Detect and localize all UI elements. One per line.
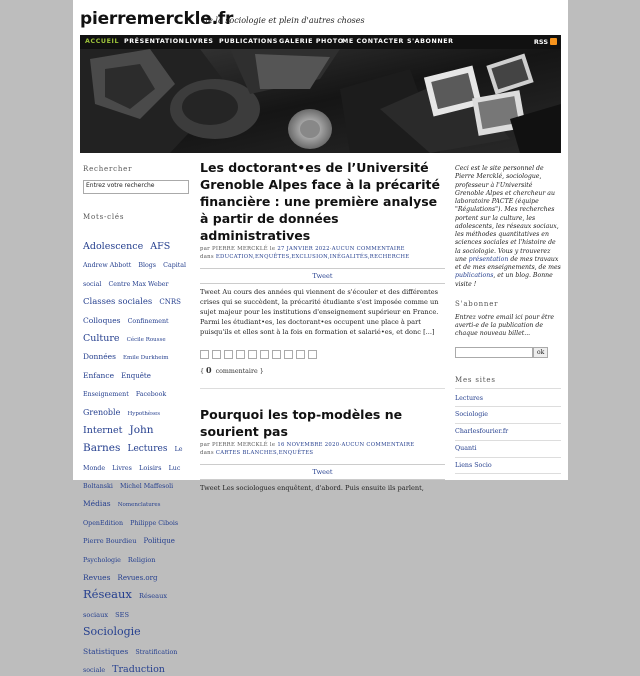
- tag-link[interactable]: Enfance: [83, 370, 115, 380]
- tag-link[interactable]: Religion: [127, 555, 156, 564]
- post-title[interactable]: Pourquoi les top-modèles ne sourient pas: [200, 406, 403, 439]
- tag-link[interactable]: Le Monde: [83, 446, 183, 472]
- tag-link[interactable]: Classes sociales: [83, 297, 153, 308]
- nav-item-galerie-photo[interactable]: GALERIE PHOTO: [279, 38, 344, 45]
- facebook-icon[interactable]: [248, 350, 257, 359]
- post-author[interactable]: PIERRE MERCKLÉ: [211, 246, 268, 253]
- tag-link[interactable]: Lectures: [127, 444, 168, 455]
- tag-link[interactable]: Hypothèses: [127, 410, 161, 417]
- post-excerpt: Tweet Les sociologues enquêtent, d'abord. Puis ensuite ils parlent,: [200, 484, 424, 493]
- tag-link[interactable]: Psychologie: [83, 556, 121, 564]
- comment-number: 0: [206, 364, 212, 375]
- tag-link[interactable]: Grenoble: [83, 407, 121, 417]
- post-title[interactable]: Les doctorant•es de l’Université Grenoble Alpes face à la précarité financière : une première analyse à partir de données administratives: [200, 160, 440, 243]
- email-icon[interactable]: [212, 350, 221, 359]
- post: [200, 160, 445, 389]
- tag-link[interactable]: SES: [115, 610, 130, 619]
- about-part-2: de mes travaux et de mes enseignements, de mes: [455, 255, 561, 271]
- right-sidebar: [455, 165, 561, 477]
- tweet-button[interactable]: Tweet: [200, 268, 445, 284]
- delicious-icon[interactable]: [284, 350, 293, 359]
- post-categories[interactable]: EDUCATION,ENQUÊTES,EXCLUSION,INÉGALITÉS,RECHERCHE: [215, 253, 410, 260]
- tag-link[interactable]: Traduction: [112, 663, 165, 675]
- left-sidebar: [83, 165, 188, 676]
- meta-prefix: par: [200, 442, 210, 449]
- about-part-3: , et un blog. Bonne visite !: [455, 272, 553, 288]
- post-separator: [200, 388, 445, 389]
- tag-link[interactable]: Blogs: [138, 262, 157, 270]
- nav-item-abonner[interactable]: S'ABONNER: [407, 38, 454, 45]
- tag-link[interactable]: AFS: [150, 241, 171, 252]
- nav-item-livres[interactable]: LIVRES: [185, 38, 214, 45]
- search-input[interactable]: Entrez votre recherche: [83, 180, 189, 194]
- site-link[interactable]: Sociologie: [455, 410, 561, 424]
- post-meta: par PIERRE MERCKLÉ le 27 JANVIER 2022·AUCUN COMMENTAIRE dans EDUCATION,ENQUÊTES,EXCLUSION,INÉGALITÉS,RECHERCHE: [200, 246, 410, 260]
- google-icon[interactable]: [296, 350, 305, 359]
- tag-link[interactable]: Stratification sociale: [83, 648, 178, 674]
- search-heading: Rechercher: [83, 165, 133, 173]
- sites-list: [455, 394, 561, 475]
- nav-item-presentation[interactable]: PRÉSENTATION: [124, 38, 185, 45]
- post-comments-link[interactable]: AUCUN COMMENTAIRE: [331, 246, 405, 253]
- tag-link[interactable]: Enquête: [121, 371, 151, 380]
- meta-prefix: par: [200, 246, 210, 253]
- tag-link[interactable]: Sociologie: [83, 625, 141, 639]
- tag-link[interactable]: Enseignement: [83, 391, 129, 399]
- tag-link[interactable]: Adolescence: [83, 241, 144, 252]
- meta-date-prefix: le: [269, 442, 276, 449]
- site-title[interactable]: pierremerckle.fr: [80, 9, 234, 29]
- subscribe-heading: S'abonner: [455, 299, 499, 308]
- tag-link[interactable]: Médias: [83, 499, 111, 509]
- tag-link[interactable]: Confinement: [127, 317, 169, 325]
- tag-link[interactable]: Cécile Rousse: [126, 336, 166, 343]
- tag-link[interactable]: OpenEdition: [83, 519, 124, 527]
- tag-link[interactable]: John Barnes: [83, 423, 154, 455]
- post-excerpt: Tweet Au cours des années qui viennent de s'écouler et des différentes crises qui se succèdent, la précarité étudiante s'est imposée comme un sujet majeur pour les institutions d'enseignement supérieur en France. Parmi les étudiant•es, les doctorant•es occupent une place à part puisqu'ils et elles sont à la fois en formation et salarié•es, et donc [...]: [200, 288, 439, 336]
- tag-link[interactable]: Capital social: [83, 262, 187, 288]
- nav-item-contact[interactable]: ME CONTACTER: [342, 38, 404, 45]
- tag-link[interactable]: Statistiques: [83, 646, 129, 656]
- tag-link[interactable]: Andrew Abbott: [83, 262, 132, 270]
- site-link[interactable]: Liens Socio: [455, 461, 561, 475]
- comment-label: commentaire: [215, 367, 258, 375]
- share-icons: [200, 350, 445, 360]
- subscribe-text: Entrez votre email ici pour être averti-e de la publication de chaque nouveau billet...: [455, 313, 555, 338]
- nav-item-publications[interactable]: PUBLICATIONS: [219, 38, 278, 45]
- presentation-link[interactable]: présentation: [468, 255, 509, 263]
- meta-in-label: dans: [200, 253, 214, 260]
- site-link[interactable]: Charlesfourier.fr: [455, 427, 561, 441]
- rss-link[interactable]: [534, 38, 557, 46]
- about-part-1: Ceci est le site personnel de Pierre Mercklé, sociologue, professeur à l'Université Grenoble Alpes et chercheur au laboratoire PACTE (équipe "Régulations"). Mes recherches portent sur la culture, les adolescents, les réseaux sociaux, les méthodes quantitatives en sciences sociales et l'histoire de la sociologie. Vous y trouverez une: [455, 165, 559, 263]
- comment-count[interactable]: { 0 commentaire }: [200, 364, 264, 375]
- tag-link[interactable]: CNRS: [159, 298, 181, 307]
- site-link[interactable]: Lectures: [455, 394, 561, 408]
- bookmark-icon[interactable]: [236, 350, 245, 359]
- post-comments-link[interactable]: AUCUN COMMENTAIRE: [341, 442, 415, 449]
- tag-link[interactable]: Luc Boltanski: [83, 464, 181, 491]
- publications-link[interactable]: publications: [455, 272, 494, 280]
- tag-link[interactable]: Réseaux sociaux: [83, 592, 168, 619]
- subscribe-ok-button[interactable]: ok: [533, 347, 548, 358]
- post: [200, 407, 445, 494]
- about-text: [455, 165, 561, 289]
- tags-heading: Mots-clés: [83, 213, 125, 221]
- nav-item-accueil[interactable]: ACCUEIL: [85, 38, 120, 45]
- linkedin-icon[interactable]: [308, 350, 317, 359]
- rss-label: RSS: [533, 38, 548, 46]
- tag-link[interactable]: Emile Durkheim: [123, 355, 169, 362]
- site-link[interactable]: Quanti: [455, 444, 561, 458]
- tag-link[interactable]: Réseaux: [83, 587, 132, 602]
- tag-link[interactable]: Revues: [83, 573, 111, 583]
- tag-link[interactable]: Revues.org: [117, 574, 158, 583]
- tag-link[interactable]: Politique: [143, 537, 175, 546]
- tag-link[interactable]: Livres: [112, 464, 132, 472]
- subscribe-email-input[interactable]: [455, 347, 533, 358]
- tweet-button[interactable]: Tweet: [200, 464, 445, 480]
- banner-image: [80, 49, 561, 153]
- post-author[interactable]: PIERRE MERCKLÉ: [211, 442, 268, 449]
- twitter-icon[interactable]: [260, 350, 269, 359]
- post-date[interactable]: 27 JANVIER 2022: [277, 246, 330, 253]
- page: [73, 0, 568, 675]
- pdf-icon[interactable]: [224, 350, 233, 359]
- tag-link[interactable]: Culture: [83, 332, 120, 344]
- post-categories[interactable]: CARTES BLANCHES,ENQUÊTES: [215, 449, 314, 456]
- post-meta: par PIERRE MERCKLÉ le 16 NOVEMBRE 2020·AUCUN COMMENTAIRE dans CARTES BLANCHES,ENQUÊTES: [200, 442, 415, 456]
- nav-bar: [80, 35, 561, 49]
- rss-icon: [550, 38, 557, 45]
- tag-link[interactable]: Données: [83, 352, 116, 362]
- header-banner-photo: [80, 49, 561, 153]
- meta-in-label: dans: [200, 449, 214, 456]
- tag-cloud: [83, 235, 188, 676]
- tag-link[interactable]: Nomenclatures: [117, 502, 161, 509]
- sites-heading: Mes sites: [455, 376, 561, 389]
- tag-link[interactable]: Pierre Bourdieu: [83, 537, 137, 546]
- digg-icon[interactable]: [272, 350, 281, 359]
- post-date[interactable]: 16 NOVEMBRE 2020: [277, 442, 340, 449]
- site-tagline: de la sociologie et plein d'autres choses: [203, 16, 365, 25]
- tag-link[interactable]: Centre Max Weber: [108, 280, 169, 288]
- tag-link[interactable]: Loisirs: [138, 463, 162, 472]
- tag-link[interactable]: Facebook: [135, 391, 167, 399]
- print-icon[interactable]: [200, 350, 209, 359]
- tag-link[interactable]: Internet: [83, 424, 123, 436]
- tag-link[interactable]: Michel Maffesoli: [119, 483, 174, 491]
- meta-date-prefix: le: [269, 246, 276, 253]
- main-content: [200, 160, 445, 494]
- tag-link[interactable]: Colloques: [83, 315, 121, 325]
- subscribe-form: [455, 342, 561, 361]
- tag-link[interactable]: Philippe Cibois: [130, 519, 179, 527]
